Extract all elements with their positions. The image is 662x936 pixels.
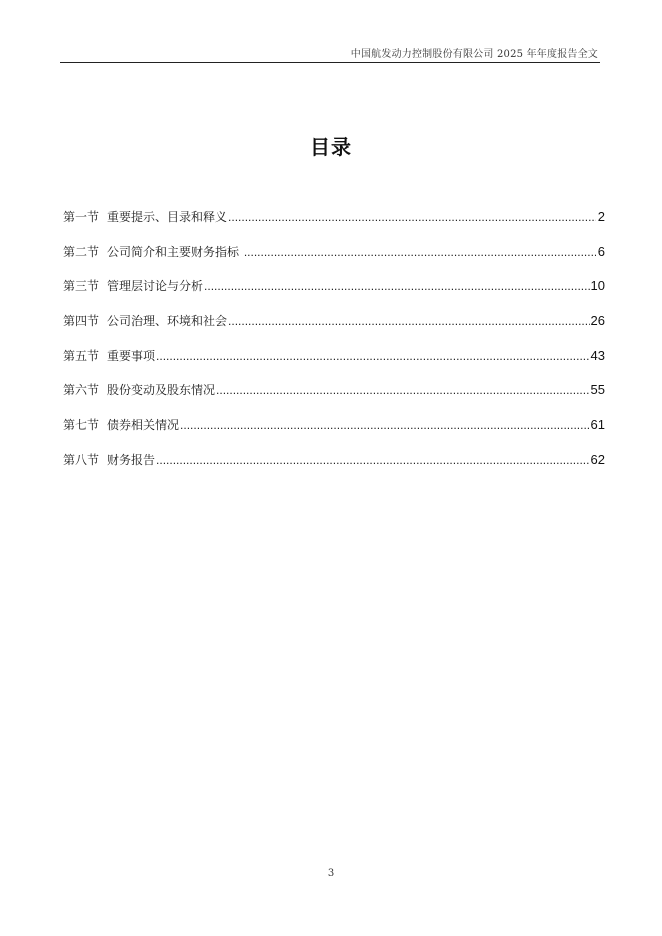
toc-entry-3[interactable]: [63, 277, 605, 312]
toc-section-label: 第六节: [63, 383, 100, 398]
toc-entry-1[interactable]: [63, 208, 605, 243]
toc-entry-5[interactable]: [63, 347, 605, 382]
toc-page-number: 10: [590, 278, 605, 294]
toc-dot-leader: [228, 210, 596, 224]
toc-section-name: 公司简介和主要财务指标: [107, 244, 243, 259]
toc-section-name: 管理层讨论与分析: [107, 279, 204, 294]
toc-dot-leader: [156, 349, 590, 363]
toc-page-number: 43: [590, 347, 605, 363]
toc-page-number: 61: [590, 417, 605, 433]
page-number: 3: [327, 868, 335, 879]
toc-dot-leader: [228, 314, 590, 328]
toc-dot-leader: [156, 453, 590, 467]
toc-entry-4[interactable]: [63, 312, 605, 347]
toc-entry-6[interactable]: [63, 381, 605, 416]
toc-dot-leader: [244, 245, 596, 259]
toc-entry-2[interactable]: [63, 243, 605, 278]
toc-section-label: 第三节: [63, 279, 100, 294]
toc-dot-leader: [216, 383, 590, 397]
toc-section-label: 第七节: [63, 418, 100, 433]
toc-section-name: 债券相关情况: [107, 418, 180, 433]
toc-section-name: 公司治理、环境和社会: [107, 314, 228, 329]
toc-section-name: 重要提示、目录和释义: [107, 210, 228, 224]
toc-title: 目录: [310, 135, 352, 159]
toc-list: [63, 208, 605, 486]
page-header: [60, 40, 600, 63]
toc-entry-8[interactable]: [63, 451, 605, 486]
toc-page-number: 62: [590, 451, 605, 467]
toc-entry-7[interactable]: [63, 416, 605, 451]
toc-section-name: 重要事项: [107, 348, 156, 363]
toc-page-number: 2: [597, 209, 605, 224]
toc-page-number: 55: [590, 382, 605, 398]
toc-section-label: 第二节: [63, 244, 100, 259]
toc-section-name: 财务报告: [107, 452, 156, 467]
toc-section-label: 第八节: [63, 452, 100, 467]
toc-section-label: 第五节: [63, 348, 100, 363]
toc-section-label: 第四节: [63, 314, 100, 329]
toc-section-label: 第一节: [63, 210, 100, 224]
toc-dot-leader: [204, 279, 590, 293]
toc-dot-leader: [180, 418, 590, 432]
toc-section-name: 股份变动及股东情况: [107, 383, 216, 398]
toc-page-number: 6: [597, 243, 605, 259]
header-title: 中国航发动力控制股份有限公司 2025 年年度报告全文: [350, 49, 598, 60]
toc-page-number: 26: [590, 313, 605, 329]
